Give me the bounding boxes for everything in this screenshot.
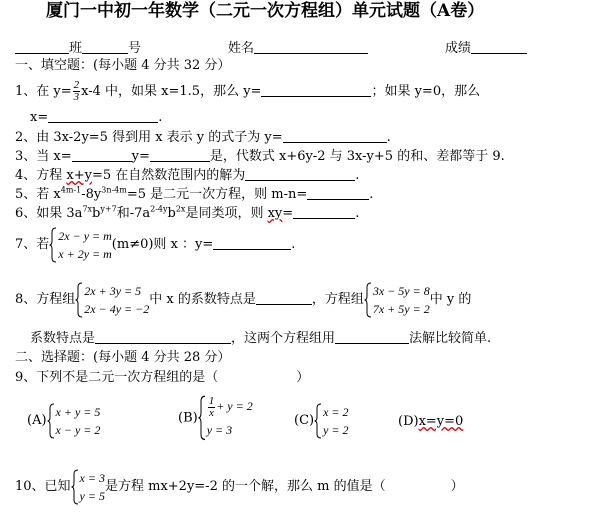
q6-text-b: b <box>92 206 101 221</box>
q6-text-g: = <box>282 206 294 221</box>
q6-blank[interactable] <box>293 205 355 219</box>
q5-exp-1: 4m-1 <box>60 185 82 195</box>
q5-text-a: 5、若 x <box>15 187 61 202</box>
q6-text-d: b <box>167 206 176 221</box>
q9-option-a[interactable] <box>27 402 100 440</box>
brace-icon <box>47 403 55 439</box>
q4-blank[interactable] <box>245 167 355 181</box>
q8-text-g: 法解比较简单. <box>409 331 492 346</box>
question-10 <box>15 468 464 506</box>
q1-text-d: x= <box>30 110 49 125</box>
brace-icon <box>364 282 372 318</box>
q1-text-a: 1、在 y= <box>15 84 72 99</box>
brace-icon <box>314 403 322 439</box>
q7-equation-system <box>49 227 112 263</box>
q9-c-eq-2: y = 2 <box>323 422 349 437</box>
q5-exp-2: 3n-4m <box>101 185 127 195</box>
q9-option-a-label: (A) <box>27 413 47 428</box>
q10-eq-1: x = 3 <box>79 470 105 485</box>
q8-eq-1: 2x + 3y = 5 <box>84 283 142 298</box>
q8-equation-system-2 <box>364 282 430 318</box>
score-label: 成绩 <box>445 41 472 56</box>
q8-blank-3[interactable] <box>335 330 409 344</box>
score-blank[interactable] <box>471 40 527 54</box>
q3-text-a: 3、当 x= <box>15 149 72 164</box>
q5-text-b: -8y <box>81 187 102 202</box>
q7-blank[interactable] <box>213 236 291 250</box>
q4-text-underlined: x+y <box>66 168 92 183</box>
name-field <box>228 40 368 57</box>
brace-icon <box>49 227 57 263</box>
q6-text-e: 是同类项，则 <box>185 206 268 221</box>
q5-text-c: =5 是二元一次方程，则 m-n= <box>126 187 308 202</box>
q4-text-a: 4、方程 <box>15 168 67 183</box>
q1-text-e: . <box>158 110 163 125</box>
name-blank[interactable] <box>254 40 368 54</box>
q5-blank[interactable] <box>307 186 369 200</box>
q3-text-c: 是，代数式 x+6y-2 与 3x-y+5 的和、差都等于 9. <box>209 149 505 164</box>
question-1-cont <box>30 109 162 126</box>
q10-eq-2: y = 5 <box>79 488 105 503</box>
section-fill-in-heading: 一、填空题：(每小题 4 分共 32 分） <box>15 58 231 73</box>
q8-text-f: ，这两个方程组用 <box>231 331 336 346</box>
q1-fraction <box>73 80 81 103</box>
question-6 <box>15 205 359 222</box>
q9-b-eq-2: y = 3 <box>206 422 233 437</box>
q9-option-a-system <box>47 403 101 439</box>
q8-equation-system-1 <box>75 282 149 318</box>
q4-text-c: =5 在自然数范围内的解为 <box>91 168 246 183</box>
brace-icon <box>198 395 206 441</box>
q1-fraction-numerator: 2 <box>73 79 80 91</box>
q6-exp-2: y+7 <box>100 204 117 214</box>
q9-option-d-label: (D) <box>398 414 419 429</box>
question-2 <box>15 129 391 146</box>
q9-b-fraction-numerator: 1 <box>208 394 215 407</box>
q6-exp-4: 2x <box>175 204 186 214</box>
q7-eq-2: x + 2y = m <box>58 246 112 261</box>
question-8 <box>15 281 471 319</box>
q1-blank-1[interactable] <box>261 83 371 97</box>
q3-text-b: y= <box>131 149 150 164</box>
q1-blank-2[interactable] <box>48 109 158 123</box>
q9-option-c[interactable] <box>294 402 349 440</box>
q9-b-eq-1: + y = 2 <box>216 399 253 413</box>
question-3 <box>15 148 505 165</box>
q8-eq-2: 2x − 4y = −2 <box>84 301 150 316</box>
class-label: 班 <box>69 41 83 56</box>
question-4 <box>15 167 359 184</box>
q8-eq-4: 7x + 5y = 2 <box>372 301 430 316</box>
student-info-line <box>15 40 141 57</box>
q9-a-eq-1: x + y = 5 <box>55 404 101 419</box>
brace-icon <box>71 469 79 505</box>
q8-text-b: 中 x 的系数特点是 <box>149 292 256 307</box>
q1-text-c: ；如果 y=0，那么 <box>371 84 481 99</box>
q5-text-d: . <box>369 187 374 202</box>
q4-text-d: . <box>355 168 360 183</box>
q9-b-fraction-denominator: x <box>209 406 214 419</box>
q6-text-c: 和-7a <box>116 206 151 221</box>
q10-text-b: 是方程 mx+2y=-2 的一个解，那么 m 的值是（ ） <box>104 479 464 494</box>
question-7 <box>15 226 295 264</box>
number-label: 号 <box>128 41 142 56</box>
q10-text-a: 10、已知 <box>15 479 71 494</box>
question-1 <box>15 80 480 103</box>
q3-blank-y[interactable] <box>150 148 210 162</box>
q6-exp-3: 2-4y <box>150 204 168 214</box>
q9-option-c-system <box>314 403 348 439</box>
q1-fraction-denominator: 3 <box>73 91 80 103</box>
q6-exp-1: 7x <box>82 204 93 214</box>
q2-text-b: . <box>386 130 391 145</box>
q8-text-e: 系数特点是 <box>30 331 96 346</box>
class-blank[interactable] <box>15 40 69 54</box>
q9-option-c-label: (C) <box>294 413 315 428</box>
q9-c-eq-1: x = 2 <box>323 404 349 419</box>
q10-equation-system <box>71 469 105 505</box>
question-8-cont <box>30 330 491 347</box>
name-label: 姓名 <box>228 41 255 56</box>
page-title: 厦门一中初一年数学（二元一次方程组）单元试题（A卷） <box>46 1 485 21</box>
q9-option-b[interactable] <box>178 395 253 441</box>
q8-blank-1[interactable] <box>256 291 312 305</box>
q9-b-fraction <box>208 396 216 419</box>
score-field <box>445 40 527 57</box>
q2-text-a: 2、由 3x-2y=5 得到用 x 表示 y 的式子为 y= <box>15 130 283 145</box>
q6-text-h: . <box>355 206 360 221</box>
q7-eq-1: 2x − y = m <box>58 228 112 243</box>
q7-text-c: . <box>291 237 296 252</box>
q8-eq-3: 3x − 5y = 8 <box>372 283 430 298</box>
number-blank[interactable] <box>82 40 128 54</box>
q8-text-a: 8、方程组 <box>15 292 76 307</box>
q6-text-underlined: xy <box>267 206 283 221</box>
q7-text-a: 7、若 <box>15 237 50 252</box>
q8-text-c: ，方程组 <box>311 292 364 307</box>
q9-option-b-system <box>198 395 253 441</box>
q9-d-eq: x=y=0 <box>418 414 464 429</box>
q8-blank-2[interactable] <box>95 330 231 344</box>
q7-text-b: (m≠0)则 x ：y= <box>111 237 214 252</box>
q9-a-eq-2: x − y = 2 <box>55 422 101 437</box>
brace-icon <box>75 282 83 318</box>
q3-blank-x[interactable] <box>72 148 132 162</box>
q8-text-d: 中 y 的 <box>429 292 472 307</box>
question-9: 9、下列不是二元一次方程组的是（ ） <box>15 370 310 385</box>
section-choice-heading: 二、选择题：(每小题 4 分共 28 分） <box>15 350 231 365</box>
question-5 <box>15 186 373 203</box>
q9-option-d[interactable] <box>398 414 463 430</box>
q6-text-a: 6、如果 3a <box>15 206 83 221</box>
q9-option-b-label: (B) <box>178 410 198 426</box>
q2-blank[interactable] <box>283 129 387 143</box>
q1-text-b: x-4 中，如果 x=1.5，那么 y= <box>81 84 262 99</box>
